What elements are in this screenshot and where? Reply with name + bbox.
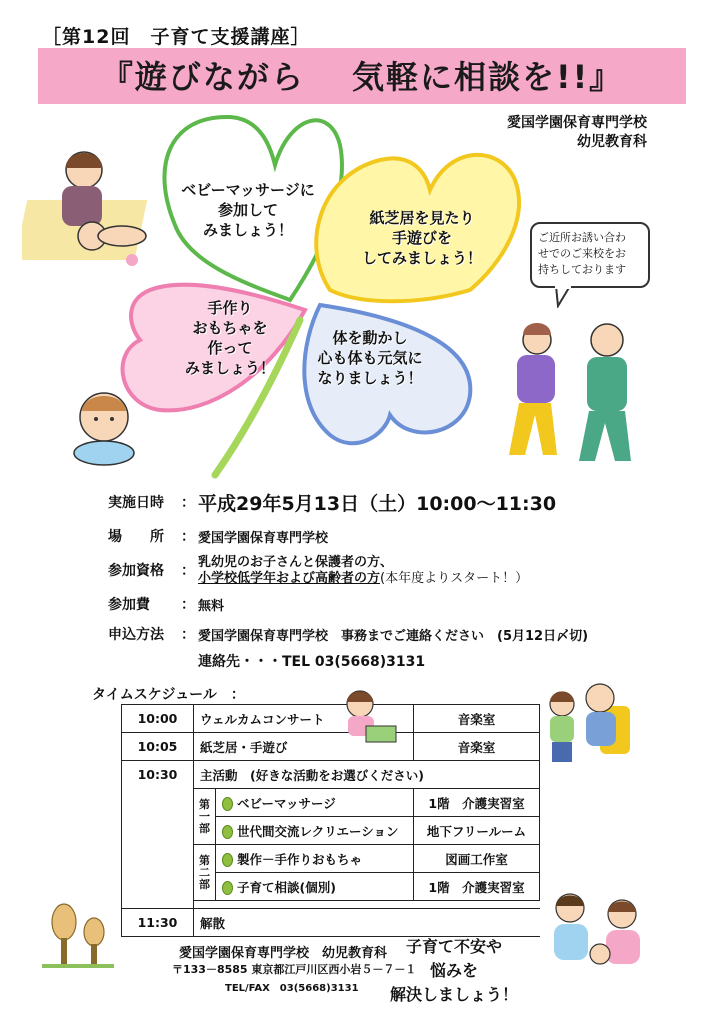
date-colon: ： [181, 495, 195, 511]
session-label: ベビーマッサージ [237, 795, 336, 811]
footer-address: 〒133－8585 東京都江戸川区西小岩５－７－１ [172, 963, 417, 976]
girl-reading-illustration [330, 686, 402, 748]
time-cell: 11:30 [122, 909, 194, 937]
activity-cell: ウェルカムコンサート [194, 705, 414, 733]
date-label: 実施日時 [108, 495, 164, 511]
tree-decoration [42, 900, 114, 972]
leaf-yellow-text: 紙芝居を見たり 手遊びを してみましょう！ [361, 209, 482, 267]
session-cell [216, 817, 414, 845]
speech-bubble: ご近所お誘い合わ せでのご来校をお 持ちしております [530, 222, 650, 288]
eligibility-line2 [198, 567, 528, 586]
footer-telfax: TEL/FAX 03(5668)3131 [225, 983, 359, 994]
org-school: 愛国学園保育専門学校 [507, 115, 647, 131]
apply-value: 愛国学園保育専門学校 事務までご連絡ください (5月12日〆切) [198, 629, 589, 644]
fee-label: 参加費 [108, 597, 150, 613]
room-cell: 音楽室 [414, 733, 540, 761]
time-cell: 10:00 [122, 705, 194, 733]
apply-label: 申込方法 [108, 627, 164, 643]
footer-tagline: 子育て不安や 悩みを 解決しましょう！ [390, 937, 519, 1004]
leaf-pink-text: 手作り おもちゃを 作って みましょう！ [184, 299, 275, 377]
eligibility-label: 参加資格 [108, 563, 164, 579]
time-cell: 10:30 [122, 761, 194, 909]
bean-icon [222, 797, 233, 811]
date-value: 平成29年5月13日（土）10:00～11:30 [198, 493, 557, 515]
time-cell: 10:05 [122, 733, 194, 761]
place-label: 場 所 [108, 529, 164, 545]
contact-line: 連絡先・・・TEL 03(5668)3131 [198, 654, 426, 670]
session-cell [216, 845, 414, 873]
room-cell: 1階 介護実習室 [414, 873, 540, 901]
mothers-babies-illustration [540, 884, 650, 980]
eligibility-note: (本年度よりスタート！） [380, 571, 529, 586]
session-label: 世代間交流レクリエーション [237, 823, 399, 839]
bean-icon [222, 853, 233, 867]
activity-cell: 主活動 (好きな活動をお選びください) [194, 761, 540, 789]
place-colon: ： [181, 529, 195, 545]
baby-massage-illustration [22, 140, 162, 275]
apply-colon: ： [181, 627, 195, 643]
walking-elderly-illustration [495, 305, 645, 475]
page-title: 『遊びながら 気軽に相談を!!』 [100, 58, 624, 96]
org-dept: 幼児教育科 [577, 134, 647, 150]
crawling-baby-illustration [62, 385, 144, 467]
session-cell [216, 789, 414, 817]
part2-label: 第 二 部 [194, 845, 216, 901]
place-value: 愛国学園保育専門学校 [198, 531, 329, 546]
schedule-title: タイムスケジュール ： [92, 687, 245, 703]
session-cell [216, 873, 414, 901]
bean-icon [222, 825, 233, 839]
grandparent-child-illustration [538, 676, 638, 776]
room-cell: 音楽室 [414, 705, 540, 733]
eligibility-underlined: 小学校低学年および高齢者の方 [198, 571, 381, 586]
activity-cell: 解散 [194, 909, 540, 937]
fee-value: 無料 [198, 599, 225, 614]
table-row [122, 909, 540, 937]
room-cell: 1階 介護実習室 [414, 789, 540, 817]
eligibility-line1: 乳幼児のお子さんと保護者の方、 [198, 555, 394, 570]
session-label: 子育て相談(個別) [237, 879, 336, 895]
leaf-blue-text: 体を動かし 心も体も元気に なりましょう！ [317, 329, 423, 387]
activity-cell: 紙芝居・手遊び [194, 733, 414, 761]
room-cell: 地下フリールーム [414, 817, 540, 845]
footer-org: 愛国学園保育専門学校 幼児教育科 [179, 946, 388, 961]
fee-colon: ： [181, 597, 195, 613]
session-label: 製作－手作りおもちゃ [237, 851, 363, 867]
series-label: ［第12回 子育て支援講座］ [42, 26, 311, 48]
leaf-green-text: ベビーマッサージに 参加して みましょう！ [181, 181, 315, 239]
part1-label: 第 一 部 [194, 789, 216, 845]
room-cell: 図画工作室 [414, 845, 540, 873]
bean-icon [222, 881, 233, 895]
table-row [122, 761, 540, 789]
eligibility-colon: ： [181, 563, 195, 579]
